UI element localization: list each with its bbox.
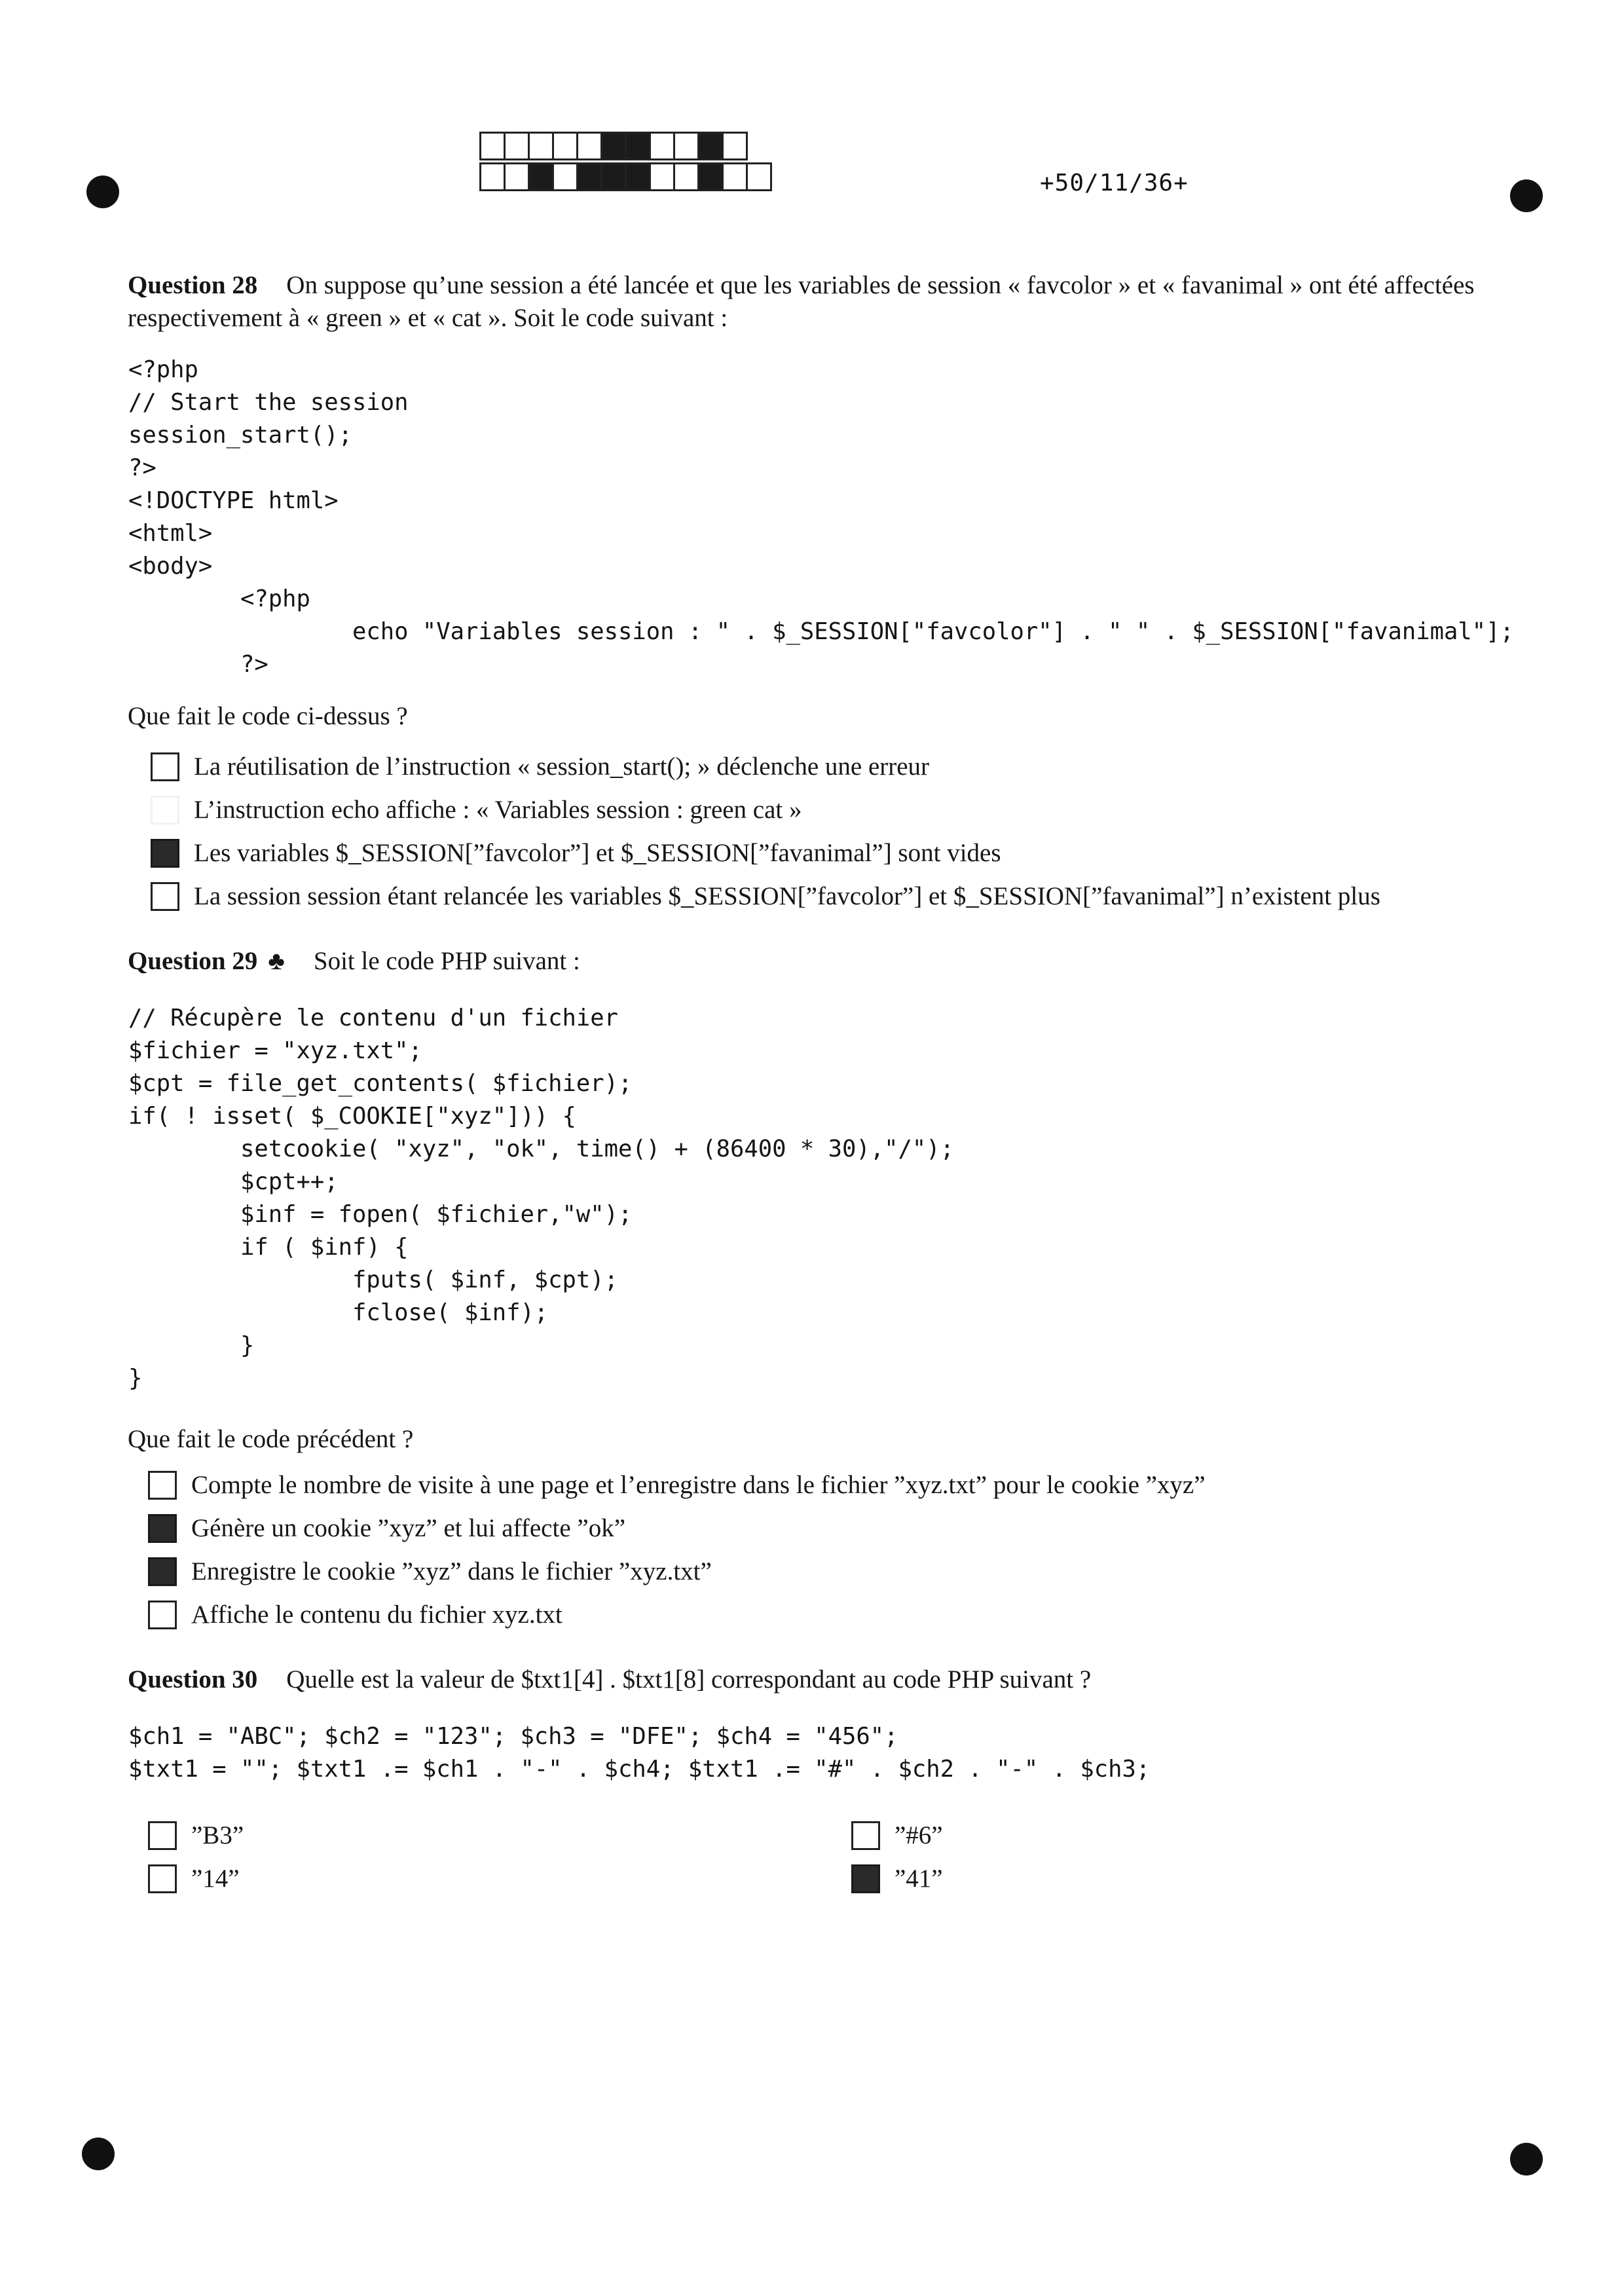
question-30-header bbox=[128, 1663, 1529, 1696]
question-29-label: Question 29 bbox=[128, 947, 258, 975]
q30-option-3[interactable] bbox=[851, 1821, 943, 1850]
question-29-prompt: Que fait le code précédent ? bbox=[128, 1425, 414, 1453]
barcode-cell bbox=[481, 134, 506, 158]
barcode-cell bbox=[724, 164, 748, 189]
q28-option-1-label: La réutilisation de l’instruction « session_start(); » déclenche une erreur bbox=[194, 752, 930, 781]
question-29-code: // Récupère le contenu d'un fichier $fichier = "xyz.txt"; $cpt = file_get_contents( $fichier); if( ! isset( $_COOKIE["xyz"])) { setcookie( "xyz", "ok", time() + (86400 * 30),"/"); $cpt++; $inf = fopen( $fichier,"w"); if ( $inf) { fputs( $inf, $cpt); fclose( $inf); } } bbox=[128, 1005, 954, 1392]
q28-option-4-checkbox[interactable] bbox=[151, 882, 179, 911]
question-29-header bbox=[128, 945, 1529, 978]
page-code: +50/11/36+ bbox=[1040, 170, 1189, 196]
barcode-cell bbox=[699, 164, 724, 189]
q30-option-3-checkbox[interactable] bbox=[851, 1821, 880, 1850]
barcode-cell bbox=[675, 134, 699, 158]
barcode-cell bbox=[578, 134, 602, 158]
barcode-cell bbox=[506, 134, 530, 158]
question-30-label: Question 30 bbox=[128, 1665, 258, 1694]
q29-option-3-checkbox[interactable] bbox=[148, 1557, 177, 1586]
barcode-cell bbox=[578, 164, 602, 189]
q28-option-1[interactable] bbox=[151, 752, 929, 781]
q30-option-4[interactable] bbox=[851, 1864, 943, 1893]
q30-option-1-checkbox[interactable] bbox=[148, 1821, 177, 1850]
barcode-cell bbox=[748, 164, 770, 189]
registration-mark-top-right bbox=[1510, 179, 1543, 212]
q29-option-2-label: Génère un cookie ”xyz” et lui affecte ”ok” bbox=[191, 1514, 625, 1542]
barcode-cell bbox=[651, 134, 675, 158]
barcode-top bbox=[479, 132, 748, 160]
q29-option-1-checkbox[interactable] bbox=[148, 1471, 177, 1500]
q29-option-2[interactable] bbox=[148, 1513, 625, 1543]
barcode-cell bbox=[554, 164, 578, 189]
q28-option-4[interactable] bbox=[151, 881, 1380, 911]
q28-option-3-label: Les variables $_SESSION[”favcolor”] et $_SESSION[”favanimal”] sont vides bbox=[194, 839, 1001, 867]
q28-option-2-checkbox[interactable] bbox=[151, 796, 179, 824]
q30-option-4-label: ”41” bbox=[895, 1864, 943, 1893]
q28-option-3[interactable] bbox=[151, 838, 1001, 868]
question-28-code: <?php // Start the session session_start(); ?> <!DOCTYPE html> <html> <body> <?php echo "Variables session : " . $_SESSION["favcolor"] . " " . $_SESSION["favanimal"]; ?> bbox=[128, 356, 1514, 678]
q29-option-4-label: Affiche le contenu du fichier xyz.txt bbox=[191, 1601, 563, 1629]
barcode-cell bbox=[602, 134, 627, 158]
q29-option-4[interactable] bbox=[148, 1600, 563, 1629]
club-icon: ♣ bbox=[268, 947, 285, 975]
barcode-cell bbox=[675, 164, 699, 189]
question-30-text: Quelle est la valeur de $txt1[4] . $txt1[8] correspondant au code PHP suivant ? bbox=[286, 1665, 1092, 1694]
barcode-cell bbox=[554, 134, 578, 158]
barcode-cell bbox=[506, 164, 530, 189]
barcode-cell bbox=[699, 134, 724, 158]
question-28-prompt: Que fait le code ci-dessus ? bbox=[128, 702, 408, 730]
q30-option-1-label: ”B3” bbox=[191, 1821, 244, 1849]
barcode-cell bbox=[530, 134, 554, 158]
question-28-label: Question 28 bbox=[128, 271, 258, 299]
question-29-text: Soit le code PHP suivant : bbox=[313, 947, 580, 975]
barcode-cell bbox=[724, 134, 746, 158]
q29-option-3[interactable] bbox=[148, 1557, 712, 1586]
q30-option-1[interactable] bbox=[148, 1821, 244, 1850]
barcode-cell bbox=[627, 134, 651, 158]
q28-option-2-label: L’instruction echo affiche : « Variables session : green cat » bbox=[194, 796, 802, 824]
question-28-text: On suppose qu’une session a été lancée et que les variables de session « favcolor » et « favanimal » ont été affectées respectivement à « green » et « cat ». Soit le code suivant : bbox=[128, 271, 1475, 332]
q29-option-4-checkbox[interactable] bbox=[148, 1601, 177, 1629]
q29-option-2-checkbox[interactable] bbox=[148, 1514, 177, 1543]
barcode-cell bbox=[602, 164, 627, 189]
q28-option-1-checkbox[interactable] bbox=[151, 752, 179, 781]
q29-option-1-label: Compte le nombre de visite à une page et l’enregistre dans le fichier ”xyz.txt” pour le cookie ”xyz” bbox=[191, 1471, 1206, 1499]
q30-option-4-checkbox[interactable] bbox=[851, 1864, 880, 1893]
q28-option-3-checkbox[interactable] bbox=[151, 839, 179, 868]
question-30-code: $ch1 = "ABC"; $ch2 = "123"; $ch3 = "DFE"; $ch4 = "456"; $txt1 = ""; $txt1 .= $ch1 . "-" . $ch4; $txt1 .= "#" . $ch2 . "-" . $ch3; bbox=[128, 1723, 1151, 1783]
q29-option-1[interactable] bbox=[148, 1470, 1206, 1500]
barcode-cell bbox=[651, 164, 675, 189]
q30-option-2[interactable] bbox=[148, 1864, 240, 1893]
barcode-cell bbox=[481, 164, 506, 189]
registration-mark-bottom-left bbox=[82, 2138, 115, 2170]
question-28-header bbox=[128, 269, 1529, 335]
registration-mark-top-left bbox=[86, 176, 119, 208]
barcode-bottom bbox=[479, 162, 772, 191]
registration-mark-bottom-right bbox=[1510, 2143, 1543, 2176]
q29-option-3-label: Enregistre le cookie ”xyz” dans le fichier ”xyz.txt” bbox=[191, 1557, 712, 1585]
q30-option-3-label: ”#6” bbox=[895, 1821, 943, 1849]
barcode-cell bbox=[627, 164, 651, 189]
q30-option-2-checkbox[interactable] bbox=[148, 1864, 177, 1893]
q30-option-2-label: ”14” bbox=[191, 1864, 240, 1893]
barcode-cell bbox=[530, 164, 554, 189]
q28-option-4-label: La session session étant relancée les variables $_SESSION[”favcolor”] et $_SESSION[”favanimal”] n’existent plus bbox=[194, 882, 1380, 910]
q28-option-2[interactable] bbox=[151, 795, 802, 824]
